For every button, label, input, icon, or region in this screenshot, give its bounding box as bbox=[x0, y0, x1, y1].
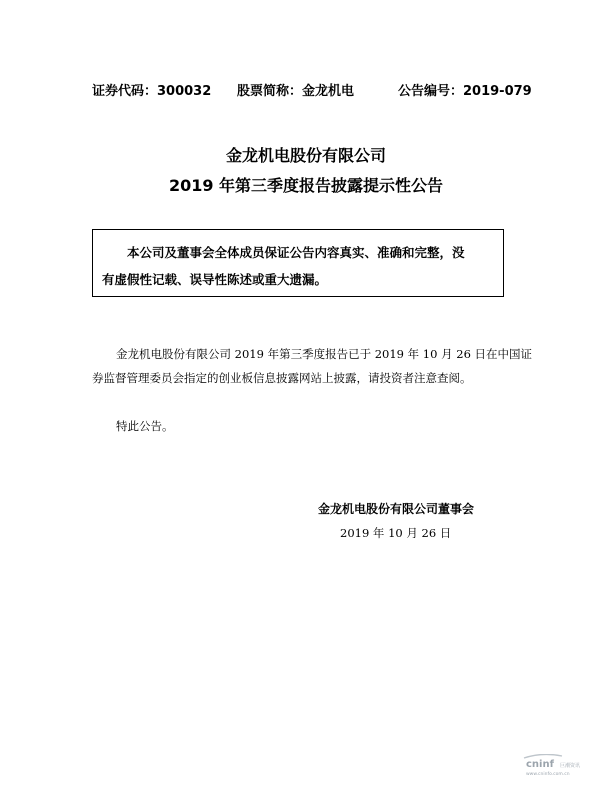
cninfo-watermark-logo bbox=[522, 754, 582, 778]
body-paragraph bbox=[92, 342, 533, 390]
cninfo-logo-icon bbox=[522, 754, 582, 778]
watermark-url: www.cninfo.com.cn bbox=[526, 772, 570, 777]
disclaimer-line-1: 本公司及董事会全体成员保证公告内容真实、准确和完整，没 bbox=[127, 245, 465, 260]
stock-code: 证券代码：300032 bbox=[92, 84, 212, 99]
watermark-brand: cninf bbox=[526, 759, 554, 770]
announcement-number: 公告编号：2019-079 bbox=[398, 84, 532, 99]
watermark-cn: 巨潮资讯 bbox=[560, 763, 581, 769]
stock-abbreviation: 股票简称：金龙机电 bbox=[237, 84, 355, 99]
company-title: 金龙机电股份有限公司 bbox=[225, 146, 386, 165]
disclaimer-box bbox=[92, 229, 504, 297]
signature-company: 金龙机电股份有限公司董事会 bbox=[318, 502, 475, 516]
announcement-title: 2019 年第三季度报告披露提示性公告 bbox=[168, 176, 444, 195]
disclaimer-line-2: 有虚假性记载、误导性陈述或重大遗漏。 bbox=[102, 272, 328, 287]
signature-date: 2019 年 10 月 26 日 bbox=[340, 526, 452, 540]
closing-statement: 特此公告。 bbox=[116, 419, 174, 433]
body-line-1: 金龙机电股份有限公司 2019 年第三季度报告已于 2019 年 10 月 26 日在中国证 bbox=[116, 347, 533, 361]
body-line-2: 券监督管理委员会指定的创业板信息披露网站上披露，请投资者注意查阅。 bbox=[92, 371, 472, 385]
